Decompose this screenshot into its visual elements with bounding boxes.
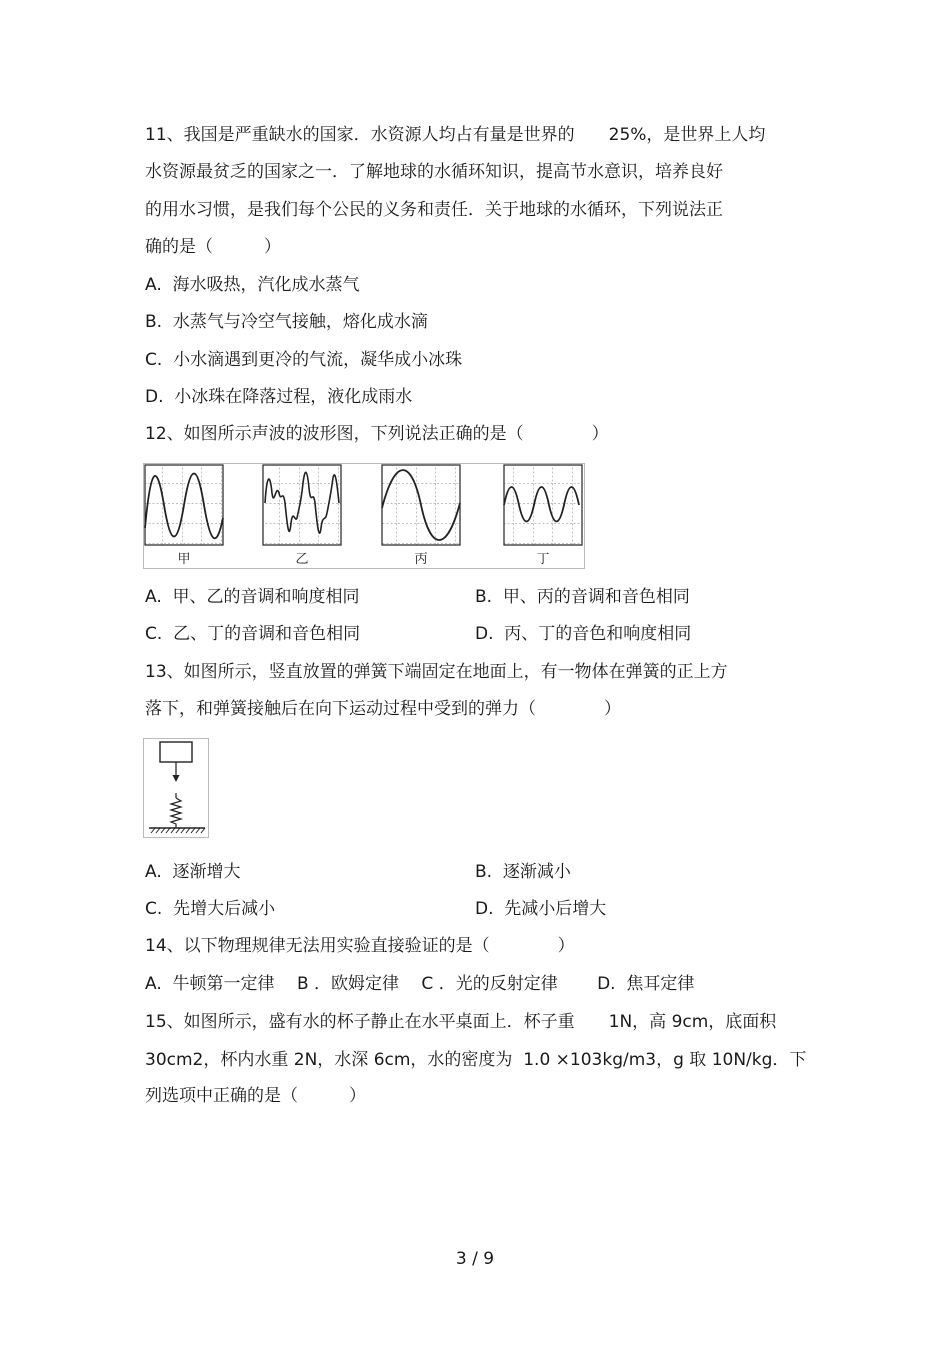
q12-option-b: B. 甲、丙的音调和音色相同 — [475, 587, 690, 607]
q12-stem: 12、如图所示声波的波形图，下列说法正确的是（ ） — [145, 424, 609, 444]
waveform-label-bing: 丙 — [414, 552, 428, 567]
q12-option-c: C. 乙、丁的音调和音色相同 — [145, 624, 361, 644]
q11-option-b: B. 水蒸气与冷空气接触，熔化成水滴 — [145, 312, 428, 332]
q11-stem-line-2: 水资源最贫乏的国家之一．了解地球的水循环知识，提高节水意识，培养良好 — [145, 162, 723, 182]
q13-option-c: C. 先增大后减小 — [145, 899, 276, 919]
spring-figure — [143, 738, 209, 838]
q14-options: A. 牛顿第一定律 B ．欧姆定律 C ．光的反射定律 D. 焦耳定律 — [145, 974, 695, 994]
q15-stem-line-2: 30cm2，杯内水重 2N，水深 6cm，水的密度为 1.0 ×103kg/m3，g 取 10N/kg．下 — [145, 1050, 807, 1070]
q11-stem-line-4: 确的是（ ） — [145, 237, 281, 257]
q11-option-a: A. 海水吸热，汽化成水蒸气 — [145, 275, 360, 295]
waveform-panel-ding — [504, 465, 582, 567]
q13-stem-line-1: 13、如图所示，竖直放置的弹簧下端固定在地面上，有一物体在弹簧的正上方 — [145, 662, 728, 682]
q14-stem: 14、以下物理规律无法用实验直接验证的是（ ） — [145, 936, 575, 956]
down-arrow-icon — [173, 775, 180, 782]
q11-option-d: D. 小冰珠在降落过程，液化成雨水 — [145, 387, 413, 407]
waveform-panel-bing — [382, 465, 460, 567]
waveform-label-yi: 乙 — [295, 552, 309, 567]
q15-stem-line-1: 15、如图所示，盛有水的杯子静止在水平桌面上．杯子重 1N，高 9cm，底面积 — [145, 1012, 777, 1032]
q12-option-d: D. 丙、丁的音色和响度相同 — [475, 624, 692, 644]
waveform-figure — [143, 463, 585, 569]
waveform-label-ding: 丁 — [536, 552, 550, 567]
ground-hatch — [151, 828, 205, 833]
q13-option-a: A. 逐渐增大 — [145, 862, 241, 882]
q12-option-a: A. 甲、乙的音调和响度相同 — [145, 587, 360, 607]
q13-option-d: D. 先减小后增大 — [475, 899, 607, 919]
q15-stem-line-3: 列选项中正确的是（ ） — [145, 1086, 366, 1106]
waveform-label-jia: 甲 — [177, 552, 191, 567]
falling-block — [160, 742, 192, 762]
page-number: 3 / 9 — [455, 1249, 495, 1269]
q13-option-b: B. 逐渐减小 — [475, 862, 571, 882]
waveform-panel-yi — [263, 465, 341, 567]
q11-stem-line-1: 11、我国是严重缺水的国家．水资源人均占有量是世界的 25%，是世界上人均 — [145, 125, 766, 145]
spring-icon — [171, 798, 181, 828]
waveform-panel-jia — [145, 465, 223, 567]
q13-stem-line-2: 落下，和弹簧接触后在向下运动过程中受到的弹力（ ） — [145, 699, 621, 719]
q11-option-c: C. 小水滴遇到更冷的气流，凝华成小冰珠 — [145, 350, 463, 370]
q11-stem-line-3: 的用水习惯，是我们每个公民的义务和责任．关于地球的水循环，下列说法正 — [145, 200, 723, 220]
